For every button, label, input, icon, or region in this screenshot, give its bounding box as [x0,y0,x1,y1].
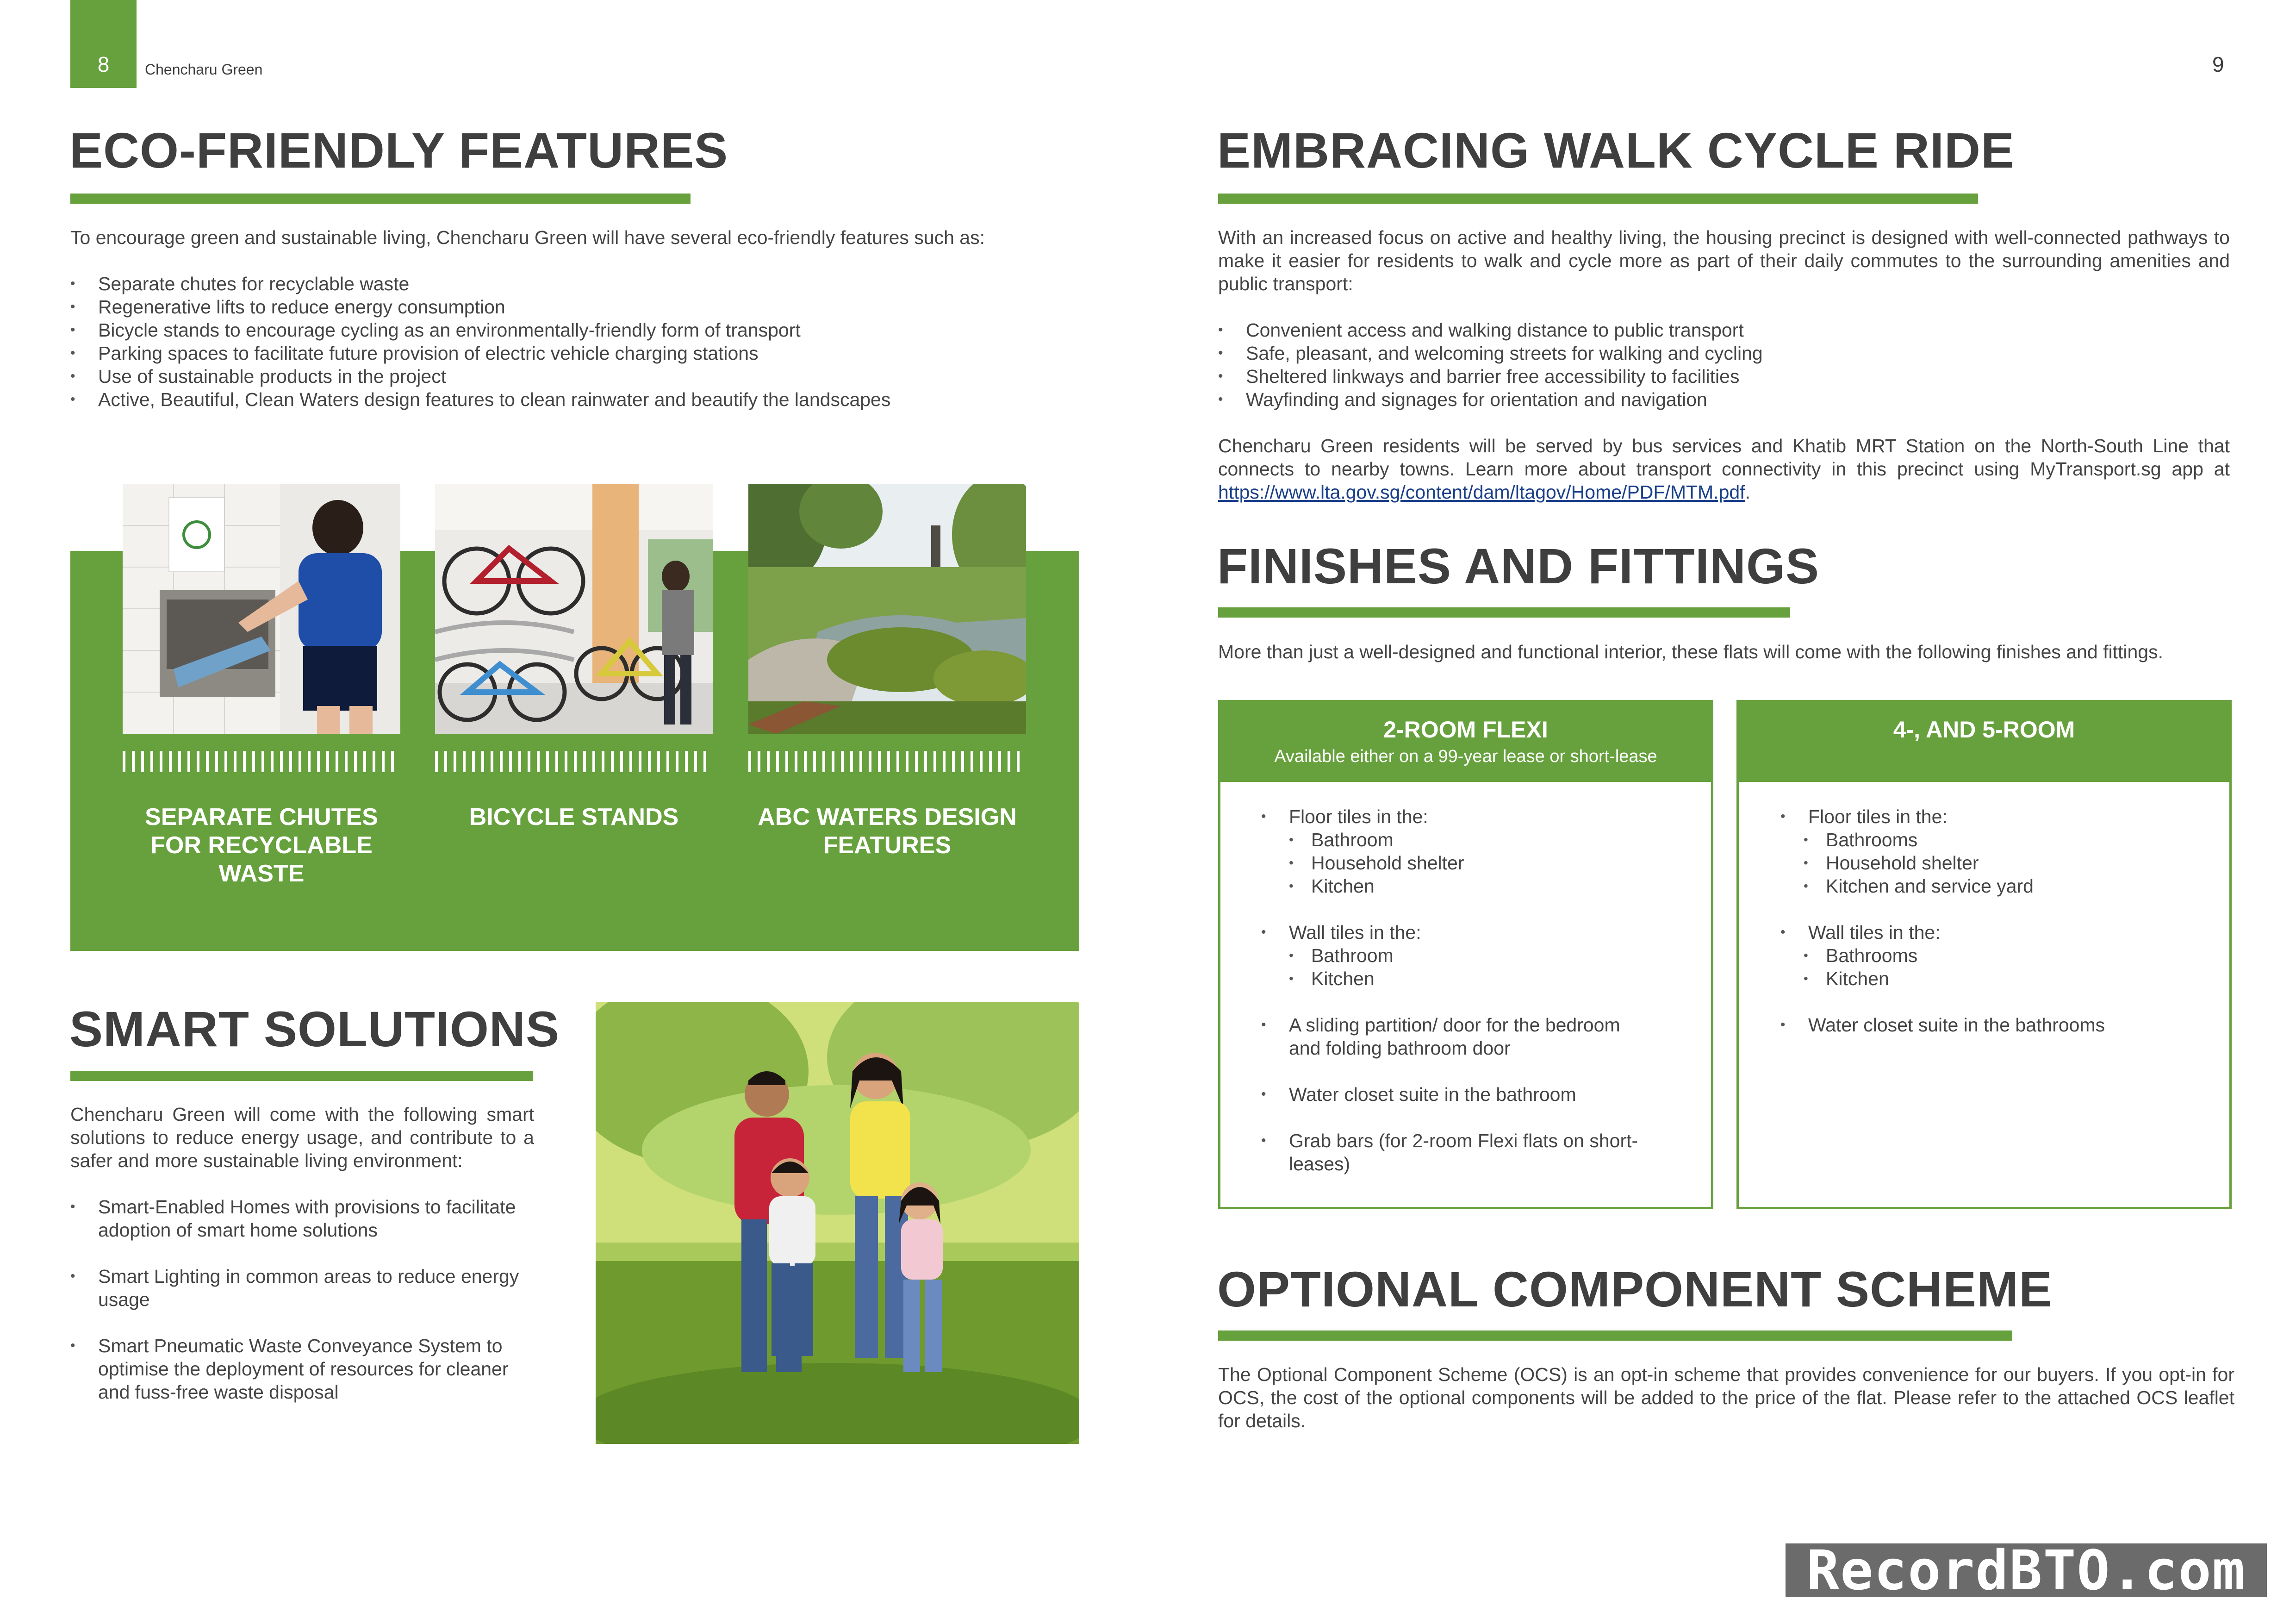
two-room-flexi-title: 2-ROOM FLEXI [1383,717,1548,743]
list-item [1261,921,1683,990]
list-item: • Safe, pleasant, and welcoming streets for walking and cycling [1218,342,2230,365]
abc-waters-photo [748,484,1026,734]
list-item: • Bicycle stands to encourage cycling as an environmentally-friendly form of transport [70,319,1079,342]
lta-mtm-link[interactable]: https://www.lta.gov.sg/content/dam/ltagov/Home/PDF/MTM.pdf [1218,481,1745,503]
bicycle-stands-photo [435,484,713,734]
ocs-text: The Optional Component Scheme (OCS) is an opt-in scheme that provides convenience for our buyers. If you opt-in for OCS, the cost of the optional components will be added to the price of the flat. Please refer to the attached OCS leaflet for details. [1218,1364,2234,1431]
two-room-flexi-box [1218,700,1713,1209]
four-five-room-box [1736,700,2232,1209]
list-item: • Convenient access and walking distance to public transport [1218,319,2230,342]
recycling-chute-photo [123,484,400,734]
left-page-number: 8 [97,52,110,76]
recordbto-watermark: RecordBTO.com [1786,1543,2267,1597]
list-item: • Household shelter [1289,851,1683,874]
walk-section [1218,226,2230,504]
two-room-flexi-subtitle: Available either on a 99-year lease or short-lease [1274,747,1657,766]
floor-tiles-sublist [1289,828,1683,898]
walk-title: EMBRACING WALK CYCLE RIDE [1217,122,2015,178]
right-page-number: 9 [2212,52,2224,76]
list-item: • A sliding partition/ door for the bedroom and folding bathroom door [1261,1013,1683,1060]
link-suffix: . [1745,481,1750,503]
list-item: • Smart Pneumatic Waste Conveyance System to optimise the deployment of resources for cleaner and fuss-free waste disposal [70,1334,534,1404]
floor-tiles-sublist [1804,828,2202,898]
smart-list [70,1195,534,1404]
family-park-photo [596,1002,1079,1444]
transport-paragraph: Chencharu Green residents will be served by bus services and Khatib MRT Station on the North-South Line that connects to nearby towns. Learn more about transport connectivity in this precinct using MyTransport.sg app at [1218,435,2230,480]
eco-list [70,272,1079,411]
wall-tiles-label: Wall tiles in the: [1808,922,1941,943]
two-room-flexi-content [1220,782,1711,1175]
list-item: • Grab bars (for 2-room Flexi flats on short-leases) [1261,1129,1683,1175]
floor-tiles-label: Floor tiles in the: [1808,806,1948,827]
smart-intro: Chencharu Green will come with the following smart solutions to reduce energy usage, and contribute to a safer and more sustainable living environment: [70,1104,534,1171]
caption-recycling-chutes: SEPARATE CHUTES FOR RECYCLABLE WASTE [145,804,378,887]
list-item: • Household shelter [1804,851,2202,874]
ocs-title: OPTIONAL COMPONENT SCHEME [1217,1261,2053,1317]
list-item [1261,805,1683,898]
list-item [1780,921,2202,990]
four-five-room-list [1780,805,2202,1037]
list-item: • Bathrooms [1804,944,2202,967]
caption-bicycle-stands: BICYCLE STANDS [469,804,679,831]
walk-intro: With an increased focus on active and healthy living, the housing precinct is designed with well-connected pathways to make it easier for residents to walk and cycle more as part of their daily commutes to the surrounding amenities and public transport: [1218,227,2230,294]
list-item: • Kitchen and service yard [1804,874,2202,898]
list-item: • Bathroom [1289,944,1683,967]
list-item: • Separate chutes for recyclable waste [70,272,1079,295]
wall-tiles-sublist [1804,944,2202,990]
list-item: • Sheltered linkways and barrier free accessibility to facilities [1218,365,2230,388]
walk-list [1218,319,2230,411]
list-item: • Water closet suite in the bathrooms [1780,1013,2202,1037]
list-item: • Kitchen [1804,967,2202,990]
list-item: • Kitchen [1289,967,1683,990]
decorative-ticks [748,751,1026,772]
list-item: • Parking spaces to facilitate future provision of electric vehicle charging stations [70,342,1079,365]
eco-section [70,226,1079,411]
decorative-ticks [435,751,713,772]
wall-tiles-sublist [1289,944,1683,990]
finishes-title-rule [1218,607,1790,618]
two-room-flexi-list [1261,805,1683,1175]
list-item: • Water closet suite in the bathroom [1261,1083,1683,1106]
brand-name: Chencharu Green [145,61,263,78]
smart-title-rule [70,1071,533,1081]
smart-title: SMART SOLUTIONS [69,1001,560,1057]
list-item: • Smart-Enabled Homes with provisions to facilitate adoption of smart home solutions [70,1195,534,1242]
four-five-room-content [1739,782,2229,1037]
ocs-title-rule [1218,1330,2012,1341]
decorative-ticks [123,751,400,772]
list-item: • Use of sustainable products in the project [70,365,1079,388]
two-room-flexi-header [1220,702,1711,782]
list-item: • Wayfinding and signages for orientation and navigation [1218,388,2230,411]
list-item: • Smart Lighting in common areas to reduce energy usage [70,1265,534,1311]
finishes-intro: More than just a well-designed and functional interior, these flats will come with the following finishes and fittings. [1218,641,2163,662]
floor-tiles-label: Floor tiles in the: [1289,806,1428,827]
list-item: • Bathroom [1289,828,1683,851]
smart-section [70,1103,534,1404]
wall-tiles-label: Wall tiles in the: [1289,922,1421,943]
eco-title: ECO-FRIENDLY FEATURES [69,122,728,178]
walk-title-rule [1218,194,1978,204]
eco-title-rule [70,194,691,204]
four-five-room-header [1739,702,2229,782]
list-item [1780,805,2202,898]
list-item: • Regenerative lifts to reduce energy consumption [70,295,1079,319]
list-item: • Active, Beautiful, Clean Waters design features to clean rainwater and beautify the landscapes [70,388,1079,411]
eco-intro: To encourage green and sustainable living, Chencharu Green will have several eco-friendly features such as: [70,227,985,248]
finishes-title: FINISHES AND FITTINGS [1217,538,1820,594]
transport-text [1218,434,2230,504]
four-five-room-title: 4-, AND 5-ROOM [1893,717,2075,743]
list-item: • Kitchen [1289,874,1683,898]
caption-abc-waters: ABC WATERS DESIGN FEATURES [758,804,1017,859]
list-item: • Bathrooms [1804,828,2202,851]
